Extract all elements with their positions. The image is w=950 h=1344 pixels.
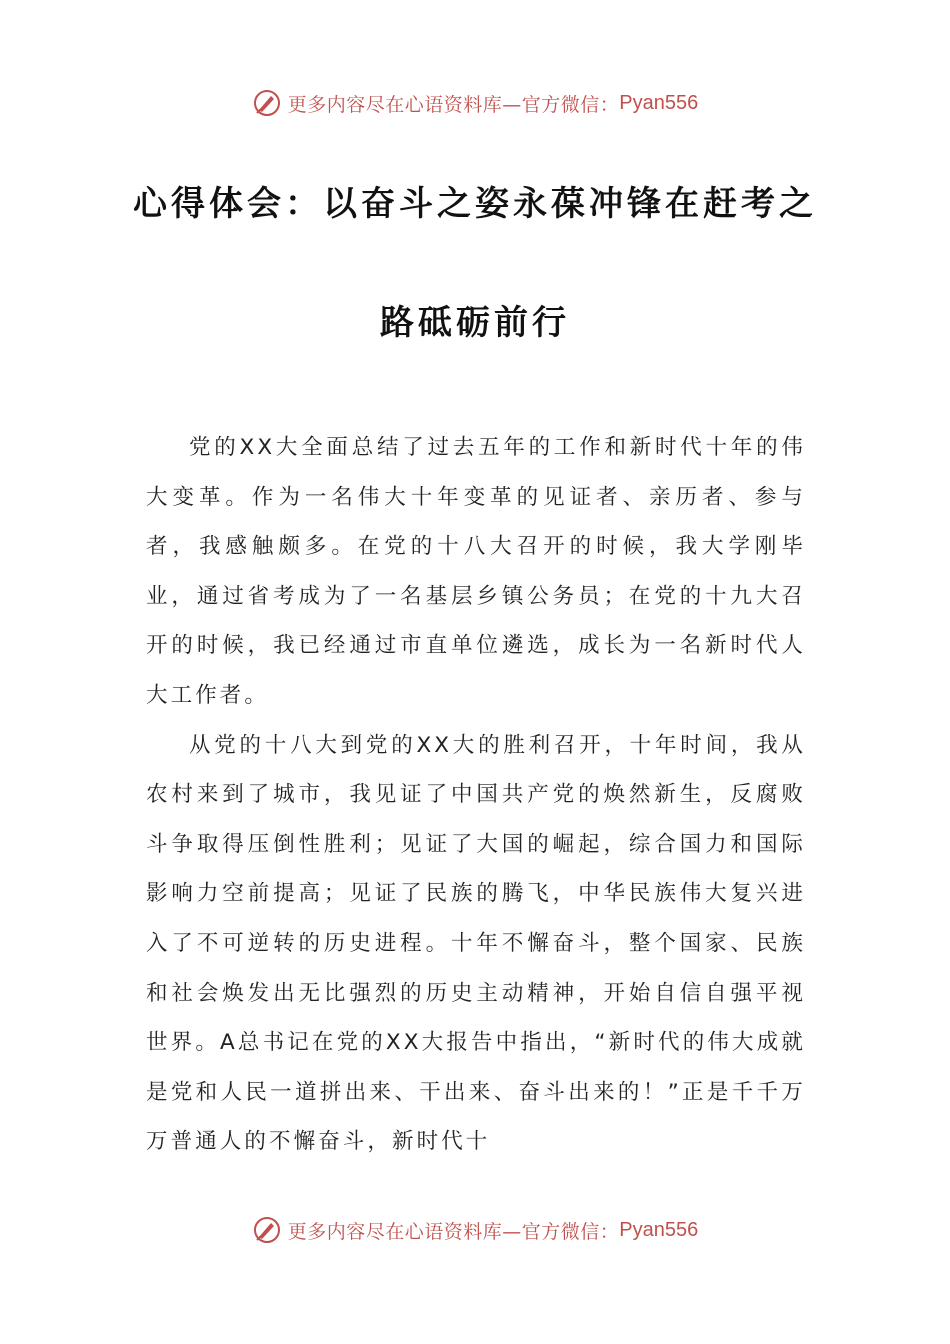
footer-watermark-banner [0,1213,950,1247]
banner-text: 更多内容尽在心语资料库—官方微信： [287,93,620,116]
banner-text: 更多内容尽在心语资料库—官方微信： [287,1220,620,1243]
paragraph: 从党的十八大到党的XX大的胜利召开，十年时间，我从农村来到了城市，我见证了中国共产党的焕然新生，反腐败斗争取得压倒性胜利；见证了大国的崛起，综合国力和国际影响力空前提高；见证了民族的腾飞，中华民族伟大复兴进入了不可逆转的历史进程。十年不懈奋斗，整个国家、民族和社会焕发出无比强烈的历史主动精神，开始自信自强平视世界。A总书记在党的XX大报告中指出，“新时代的伟大成就是党和人民一道拼出来、干出来、奋斗出来的！”正是千千万万普通人的不懈奋斗，新时代十 [146,732,806,1155]
banner-wechat-id: Pyan556 [619,91,699,114]
header-watermark-banner [0,86,950,120]
banner-wechat-id: Pyan556 [619,1218,699,1241]
document-body [146,423,806,1167]
paragraph: 党的XX大全面总结了过去五年的工作和新时代十年的伟大变革。作为一名伟大十年变革的见证者、亲历者、参与者，我感触颇多。在党的十八大召开的时候，我大学刚毕业，通过省考成为了一名基层乡镇公务员；在党的十九大召开的时候，我已经通过市直单位遴选，成长为一名新时代人大工作者。 [146,435,806,708]
pen-logo-icon [252,88,282,118]
document-title-line-2: 路砥砺前行 [380,303,570,343]
pen-logo-icon [252,1215,282,1245]
document-title-line-1: 心得体会：以奋斗之姿永葆冲锋在赶考之 [133,184,817,224]
